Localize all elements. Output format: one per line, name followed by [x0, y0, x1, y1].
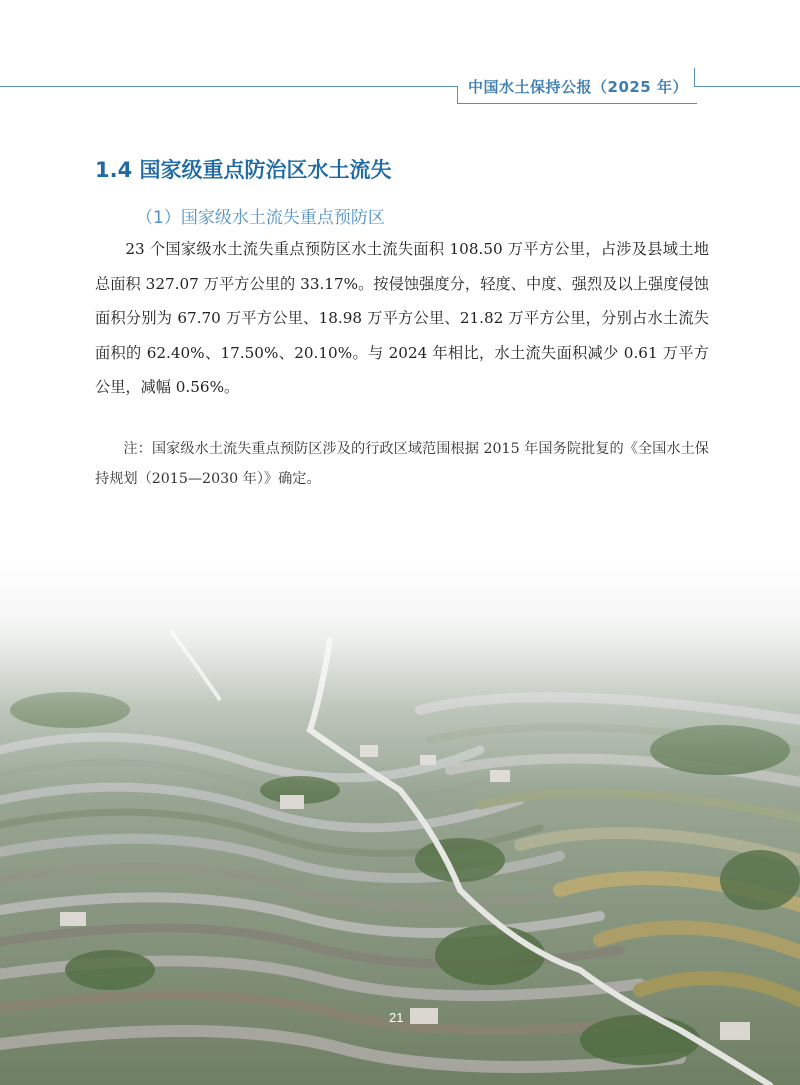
page-number: 21 [389, 1010, 404, 1025]
section-title: 1.4 国家级重点防治区水土流失 [95, 158, 392, 182]
header-rule-right [694, 86, 800, 87]
aerial-terraced-fields-photo [0, 560, 800, 1085]
note-paragraph: 注：国家级水土流失重点预防区涉及的行政区域范围根据 2015 年国务院批复的《全国水土保持规划（2015—2030 年）》确定。 [95, 441, 709, 487]
header-rule-under [457, 103, 697, 104]
header-rule-left [0, 86, 458, 87]
subsection-title: （1）国家级水土流失重点预防区 [136, 208, 385, 228]
body-paragraph: 23 个国家级水土流失重点预防区水土流失面积 108.50 万平方公里，占涉及县域土地总面积 327.07 万平方公里的 33.17%。按侵蚀强度分，轻度、中度、强烈及以上强度侵蚀面积分别为 67.70 万平方公里、18.98 万平方公里、21.82 万平方公里，分别占水土流失面积的 62.40%、17.50%、20.10%。与 2024 年相比，水土流失面积减少 0.61 万平方公里，减幅 0.56%。 [95, 240, 709, 397]
header-rule-step [457, 86, 458, 104]
header-rule-right-vertical [694, 68, 695, 86]
running-header-title: 中国水土保持公报（2025 年） [468, 78, 688, 96]
